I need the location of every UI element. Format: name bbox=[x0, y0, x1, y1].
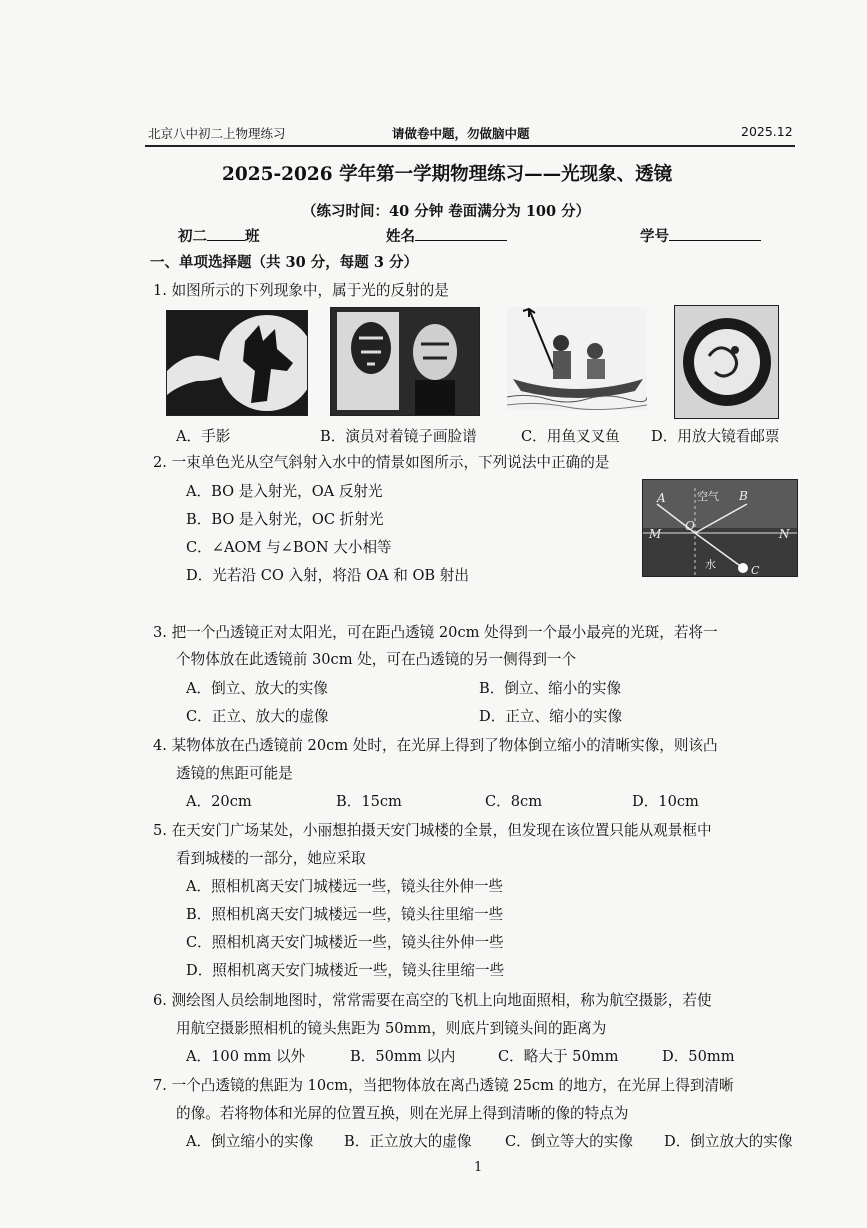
q5-option-a[interactable]: A．照相机离天安门城楼远一些，镜头往外伸一些 bbox=[186, 878, 504, 895]
info-id: 学号 bbox=[640, 228, 669, 245]
q6-stem-line2: 用航空摄影照相机的镜头焦距为 50mm，则底片到镜头间的距离为 bbox=[176, 1020, 607, 1037]
q3-option-c[interactable]: C．正立、放大的虚像 bbox=[186, 708, 329, 725]
info-grade: 初二 bbox=[178, 228, 207, 245]
q2-stem: 2. 一束单色光从空气斜射入水中的情景如图所示，下列说法中正确的是 bbox=[153, 454, 610, 471]
q2-option-a[interactable]: A．BO 是入射光，OA 反射光 bbox=[186, 483, 383, 500]
header-rule bbox=[145, 145, 795, 147]
info-grade-row bbox=[178, 225, 260, 246]
q1-stem: 1. 如图所示的下列现象中，属于光的反射的是 bbox=[153, 282, 449, 299]
q6-option-b[interactable]: B．50mm 以内 bbox=[350, 1048, 456, 1065]
q2-figure bbox=[642, 479, 798, 577]
q5-stem-line1: 5. 在天安门广场某处，小丽想拍摄天安门城楼的全景，但发现在该位置只能从观景框中 bbox=[153, 822, 712, 839]
name-blank[interactable] bbox=[415, 226, 507, 241]
page-subtitle: （练习时间：40 分钟 卷面满分为 100 分） bbox=[302, 203, 591, 220]
q1-image-d bbox=[674, 305, 779, 419]
q1-option-a[interactable]: A．手影 bbox=[176, 428, 231, 445]
refraction-diagram bbox=[643, 480, 797, 576]
q7-option-d[interactable]: D．倒立放大的实像 bbox=[664, 1133, 793, 1150]
info-name: 姓名 bbox=[386, 228, 415, 245]
q5-option-b[interactable]: B．照相机离天安门城楼远一些，镜头往里缩一些 bbox=[186, 906, 504, 923]
class-blank[interactable] bbox=[207, 226, 245, 241]
fish-spear-picture bbox=[507, 307, 647, 410]
header-center: 请做卷中题，勿做脑中题 bbox=[392, 126, 530, 141]
actor-mirror-picture bbox=[331, 308, 479, 415]
hand-shadow-picture bbox=[167, 311, 307, 415]
q6-stem-line1: 6. 测绘图人员绘制地图时，常常需要在高空的飞机上向地面照相，称为航空摄影，若使 bbox=[153, 992, 712, 1009]
q1-option-d[interactable]: D．用放大镜看邮票 bbox=[651, 428, 780, 445]
magnifier-stamp-picture bbox=[675, 306, 778, 418]
q5-option-d[interactable]: D．照相机离天安门城楼近一些，镜头往里缩一些 bbox=[186, 962, 505, 979]
header-left: 北京八中初二上物理练习 bbox=[148, 126, 286, 141]
info-id-row bbox=[640, 225, 761, 246]
info-name-row bbox=[386, 225, 507, 246]
q4-stem-line2: 透镜的焦距可能是 bbox=[176, 765, 293, 782]
q4-option-c[interactable]: C．8cm bbox=[485, 793, 543, 810]
q6-option-c[interactable]: C．略大于 50mm bbox=[498, 1048, 619, 1065]
q1-image-a bbox=[166, 310, 308, 416]
page-number: 1 bbox=[474, 1160, 483, 1175]
section-heading: 一、单项选择题（共 30 分，每题 3 分） bbox=[150, 254, 418, 271]
q7-option-b[interactable]: B．正立放大的虚像 bbox=[344, 1133, 472, 1150]
q7-option-c[interactable]: C．倒立等大的实像 bbox=[505, 1133, 633, 1150]
fig-label-o: O bbox=[685, 519, 695, 533]
q4-stem-line1: 4. 某物体放在凸透镜前 20cm 处时，在光屏上得到了物体倒立缩小的清晰实像，则该凸 bbox=[153, 737, 718, 754]
fig-label-water: 水 bbox=[705, 558, 716, 571]
fig-label-a: A bbox=[657, 491, 666, 505]
q3-option-b[interactable]: B．倒立、缩小的实像 bbox=[479, 680, 622, 697]
q3-option-a[interactable]: A．倒立、放大的实像 bbox=[186, 680, 328, 697]
q7-stem-line1: 7. 一个凸透镜的焦距为 10cm，当把物体放在离凸透镜 25cm 的地方，在光屏上得到清晰 bbox=[153, 1077, 734, 1094]
q1-image-c bbox=[507, 307, 647, 410]
info-class: 班 bbox=[245, 228, 260, 245]
q4-option-d[interactable]: D．10cm bbox=[632, 793, 699, 810]
q1-image-b bbox=[330, 307, 480, 416]
q6-option-a[interactable]: A．100 mm 以外 bbox=[186, 1048, 306, 1065]
fig-label-b: B bbox=[739, 489, 748, 503]
q4-option-a[interactable]: A．20cm bbox=[186, 793, 252, 810]
q7-stem-line2: 的像。若将物体和光屏的位置互换，则在光屏上得到清晰的像的特点为 bbox=[176, 1105, 629, 1122]
q1-option-c[interactable]: C．用鱼叉叉鱼 bbox=[521, 428, 620, 445]
id-blank[interactable] bbox=[669, 226, 761, 241]
q2-option-b[interactable]: B．BO 是入射光，OC 折射光 bbox=[186, 511, 384, 528]
page-title: 2025-2026 学年第一学期物理练习——光现象、透镜 bbox=[222, 164, 673, 185]
q1-option-b[interactable]: B．演员对着镜子画脸谱 bbox=[320, 428, 477, 445]
q3-option-d[interactable]: D．正立、缩小的实像 bbox=[479, 708, 623, 725]
q2-option-d[interactable]: D．光若沿 CO 入射，将沿 OA 和 OB 射出 bbox=[186, 567, 469, 584]
q2-option-c[interactable]: C．∠AOM 与∠BON 大小相等 bbox=[186, 539, 392, 556]
q3-stem-line1: 3. 把一个凸透镜正对太阳光，可在距凸透镜 20cm 处得到一个最小最亮的光斑，若将一 bbox=[153, 624, 718, 641]
fig-label-m: M bbox=[649, 527, 662, 541]
q7-option-a[interactable]: A．倒立缩小的实像 bbox=[186, 1133, 314, 1150]
fig-label-air: 空气 bbox=[697, 490, 719, 503]
header-right: 2025.12 bbox=[741, 124, 793, 139]
q6-option-d[interactable]: D．50mm bbox=[662, 1048, 735, 1065]
fig-label-n: N bbox=[779, 527, 790, 541]
q4-option-b[interactable]: B．15cm bbox=[336, 793, 402, 810]
q3-stem-line2: 个物体放在此透镜前 30cm 处，可在凸透镜的另一侧得到一个 bbox=[176, 651, 577, 668]
fig-label-c: C bbox=[751, 564, 760, 576]
q5-stem-line2: 看到城楼的一部分，她应采取 bbox=[176, 850, 366, 867]
q5-option-c[interactable]: C．照相机离天安门城楼近一些，镜头往外伸一些 bbox=[186, 934, 504, 951]
